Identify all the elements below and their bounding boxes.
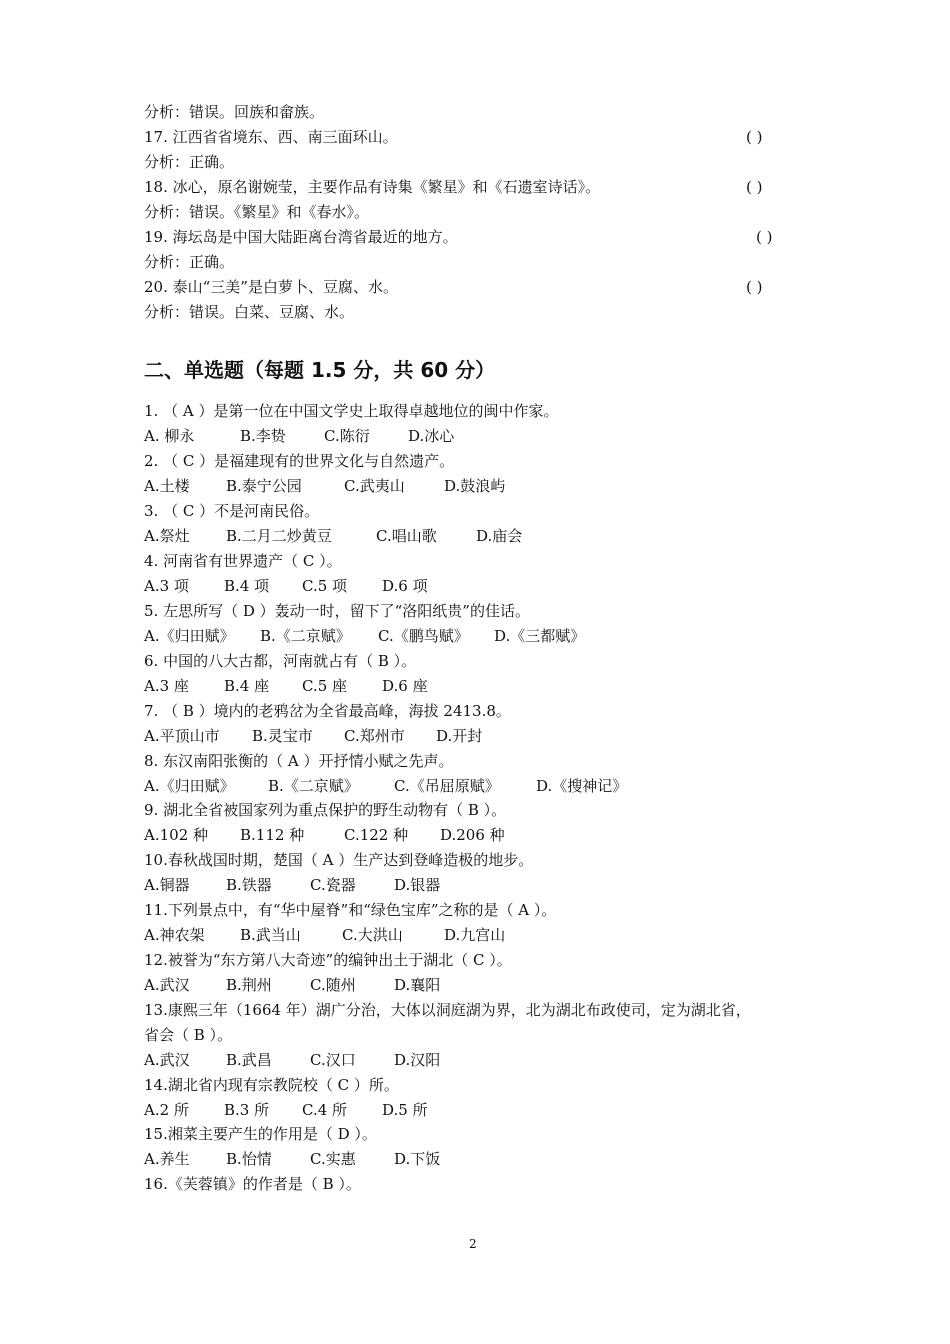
option-a: A.祭灶 [144, 527, 190, 545]
question-12: 12.被誉为“东方第八大奇迹”的编钟出土于湖北（ C ）。 [144, 951, 512, 969]
option-d: D.《搜神记》 [536, 777, 628, 795]
question-10-options [144, 875, 440, 895]
option-c: C.4 所 [302, 1101, 348, 1119]
option-c: C.汉口 [310, 1051, 356, 1069]
option-d: D.冰心 [408, 427, 455, 445]
question-7-options [144, 726, 482, 746]
option-c: C.122 种 [344, 826, 409, 844]
analysis-line: 分析：正确。 [144, 253, 235, 271]
question-14-options [144, 1100, 428, 1120]
option-d: D.汉阳 [394, 1051, 441, 1069]
option-c: C.《鹏鸟赋》 [378, 627, 469, 645]
option-b: B.4 座 [224, 677, 270, 695]
option-c: C.5 座 [302, 677, 348, 695]
option-d: D.《三都赋》 [494, 627, 586, 645]
option-d: D.庙会 [476, 527, 523, 545]
option-c: C.随州 [310, 976, 356, 994]
question-14: 14.湖北省内现有宗教院校（ C ）所。 [144, 1076, 399, 1094]
option-b: B.112 种 [240, 826, 305, 844]
option-b: B.二月二炒黄豆 [226, 527, 332, 545]
question-13-continued: 省会（ B ）。 [144, 1026, 233, 1044]
option-b: B.李贽 [240, 427, 286, 445]
option-b: B.3 所 [224, 1101, 270, 1119]
page-number: 2 [469, 1237, 477, 1251]
option-a: A.土楼 [144, 477, 190, 495]
option-b: B.武当山 [240, 926, 301, 944]
option-c: C.唱山歌 [376, 527, 437, 545]
option-b: B.《二京赋》 [268, 777, 359, 795]
question-12-options [144, 975, 440, 995]
option-c: C.武夷山 [344, 477, 405, 495]
option-c: C.5 项 [302, 577, 348, 595]
question-9: 9. 湖北全省被国家列为重点保护的野生动物有（ B ）。 [144, 801, 507, 819]
option-a: A.平顶山市 [144, 727, 220, 745]
question-15-options [144, 1149, 440, 1169]
option-b: B.怡情 [226, 1150, 272, 1168]
question-8-options [144, 776, 627, 796]
option-d: D.九宫山 [444, 926, 506, 944]
option-d: D.5 所 [382, 1101, 428, 1119]
question-16: 16.《芙蓉镇》的作者是（ B ）。 [144, 1175, 361, 1193]
option-a: A.102 种 [144, 826, 208, 844]
question-2: 2. （ C ）是福建现有的世界文化与自然遗产。 [144, 452, 455, 470]
analysis-line: 分析：错误。《繁星》和《春水》。 [144, 203, 370, 221]
answer-blank: ( ) [746, 128, 763, 146]
option-b: B.武昌 [226, 1051, 272, 1069]
question-13: 13.康熙三年（1664 年）湖广分治，大体以洞庭湖为界，北为湖北布政使司，定为湖北省， [144, 1001, 751, 1019]
option-c: C.实惠 [310, 1150, 356, 1168]
option-a: A.《归田赋》 [144, 627, 235, 645]
option-d: D.206 种 [440, 826, 505, 844]
option-d: D.6 座 [382, 677, 428, 695]
option-a: A.3 座 [144, 677, 189, 695]
option-a: A.神农架 [144, 926, 205, 944]
section-title: 二、单选题（每题 1.5 分，共 60 分） [144, 358, 496, 382]
option-b: B.灵宝市 [252, 727, 313, 745]
judgement-question-20: 20. 泰山“三美”是白萝卜、豆腐、水。 [144, 278, 398, 296]
analysis-line: 分析：正确。 [144, 153, 235, 171]
judgement-question-17: 17. 江西省省境东、西、南三面环山。 [144, 128, 398, 146]
question-11: 11.下列景点中，有“华中屋脊”和“绿色宝库”之称的是（ A ）。 [144, 901, 557, 919]
option-c: C.陈衍 [324, 427, 370, 445]
question-5-options [144, 626, 585, 646]
question-4-options [144, 576, 428, 596]
option-a: A.3 项 [144, 577, 189, 595]
question-1: 1. （ A ）是第一位在中国文学史上取得卓越地位的闽中作家。 [144, 402, 559, 420]
question-4: 4. 河南省有世界遗产（ C ）。 [144, 552, 342, 570]
option-d: D.下饭 [394, 1150, 441, 1168]
option-a: A.养生 [144, 1150, 190, 1168]
answer-blank: ( ) [746, 178, 763, 196]
question-3-options [144, 526, 522, 546]
option-a: A.武汉 [144, 1051, 190, 1069]
option-d: D.银器 [394, 876, 441, 894]
option-b: B.荆州 [226, 976, 272, 994]
option-d: D.6 项 [382, 577, 428, 595]
option-b: B.《二京赋》 [260, 627, 351, 645]
question-11-options [144, 925, 505, 945]
option-d: D.鼓浪屿 [444, 477, 506, 495]
question-7: 7. （ B ）境内的老鸦岔为全省最高峰，海拔 2413.8。 [144, 702, 511, 720]
question-3: 3. （ C ）不是河南民俗。 [144, 502, 320, 520]
question-6: 6. 中国的八大古都，河南就占有（ B ）。 [144, 652, 417, 670]
option-c: C.瓷器 [310, 876, 356, 894]
option-a: A.武汉 [144, 976, 190, 994]
option-b: B.铁器 [226, 876, 272, 894]
option-b: B.泰宁公园 [226, 477, 302, 495]
question-13-options [144, 1050, 440, 1070]
question-10: 10.春秋战国时期，楚国（ A ）生产达到登峰造极的地步。 [144, 851, 534, 869]
question-5: 5. 左思所写（ D ）轰动一时，留下了“洛阳纸贵”的佳话。 [144, 602, 530, 620]
question-8: 8. 东汉南阳张衡的（ A ）开抒情小赋之先声。 [144, 752, 454, 770]
analysis-line: 分析：错误。白菜、豆腐、水。 [144, 303, 355, 321]
option-d: D.开封 [436, 727, 483, 745]
option-d: D.襄阳 [394, 976, 441, 994]
question-1-options [144, 426, 454, 446]
option-a: A.铜器 [144, 876, 190, 894]
option-b: B.4 项 [224, 577, 270, 595]
option-a: A.2 所 [144, 1101, 189, 1119]
answer-blank: ( ) [756, 228, 773, 246]
question-2-options [144, 476, 505, 496]
option-a: A. 柳永 [144, 427, 195, 445]
question-9-options [144, 825, 505, 845]
question-6-options [144, 676, 428, 696]
option-c: C.《吊屈原赋》 [394, 777, 500, 795]
option-c: C.大洪山 [342, 926, 403, 944]
option-c: C.郑州市 [344, 727, 405, 745]
answer-blank: ( ) [746, 278, 763, 296]
judgement-question-18: 18. 冰心，原名谢婉莹，主要作品有诗集《繁星》和《石遗室诗话》。 [144, 178, 601, 196]
question-15: 15.湘菜主要产生的作用是（ D ）。 [144, 1125, 377, 1143]
option-a: A.《归田赋》 [144, 777, 235, 795]
analysis-line: 分析：错误。回族和畲族。 [144, 103, 325, 121]
judgement-question-19: 19. 海坛岛是中国大陆距离台湾省最近的地方。 [144, 228, 458, 246]
